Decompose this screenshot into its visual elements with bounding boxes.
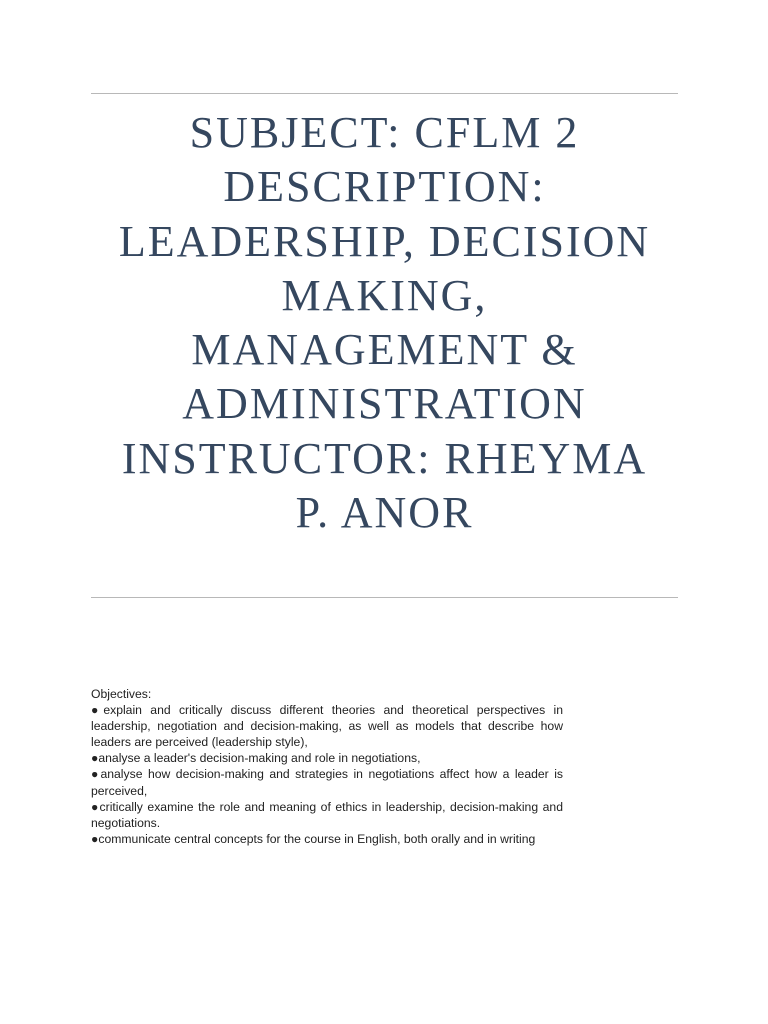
objectives-heading: Objectives: (91, 687, 152, 701)
title-line: ADMINISTRATION (182, 379, 587, 429)
objective-item: ●communicate central concepts for the course in English, both orally and in writing (91, 831, 536, 846)
objective-item: ●explain and critically discuss different theories and theoretical perspectives in leadership, negotiation and decision-making, as well as models that describe how leaders are perceived (leadership style), (91, 703, 563, 750)
title-line: MANAGEMENT & (191, 325, 578, 375)
title-line: SUBJECT: CFLM 2 (189, 108, 580, 157)
objective-item: ●critically examine the role and meaning of ethics in leadership, decision-making and negotiations. (91, 799, 563, 830)
title-line: LEADERSHIP, DECISION (118, 216, 651, 266)
title-line: P. ANOR (295, 488, 474, 538)
top-divider (91, 93, 678, 94)
title-line: MAKING, (281, 270, 488, 320)
objective-item: ●analyse how decision-making and strategies in negotiations affect how a leader is perceived, (91, 767, 563, 798)
objective-item: ●analyse a leader's decision-making and role in negotiations, (91, 751, 421, 766)
title-line: DESCRIPTION: (223, 162, 546, 212)
document-title (91, 106, 678, 540)
title-line: INSTRUCTOR: RHEYMA (121, 433, 648, 483)
objectives-section (91, 686, 563, 847)
bottom-divider (91, 597, 678, 598)
